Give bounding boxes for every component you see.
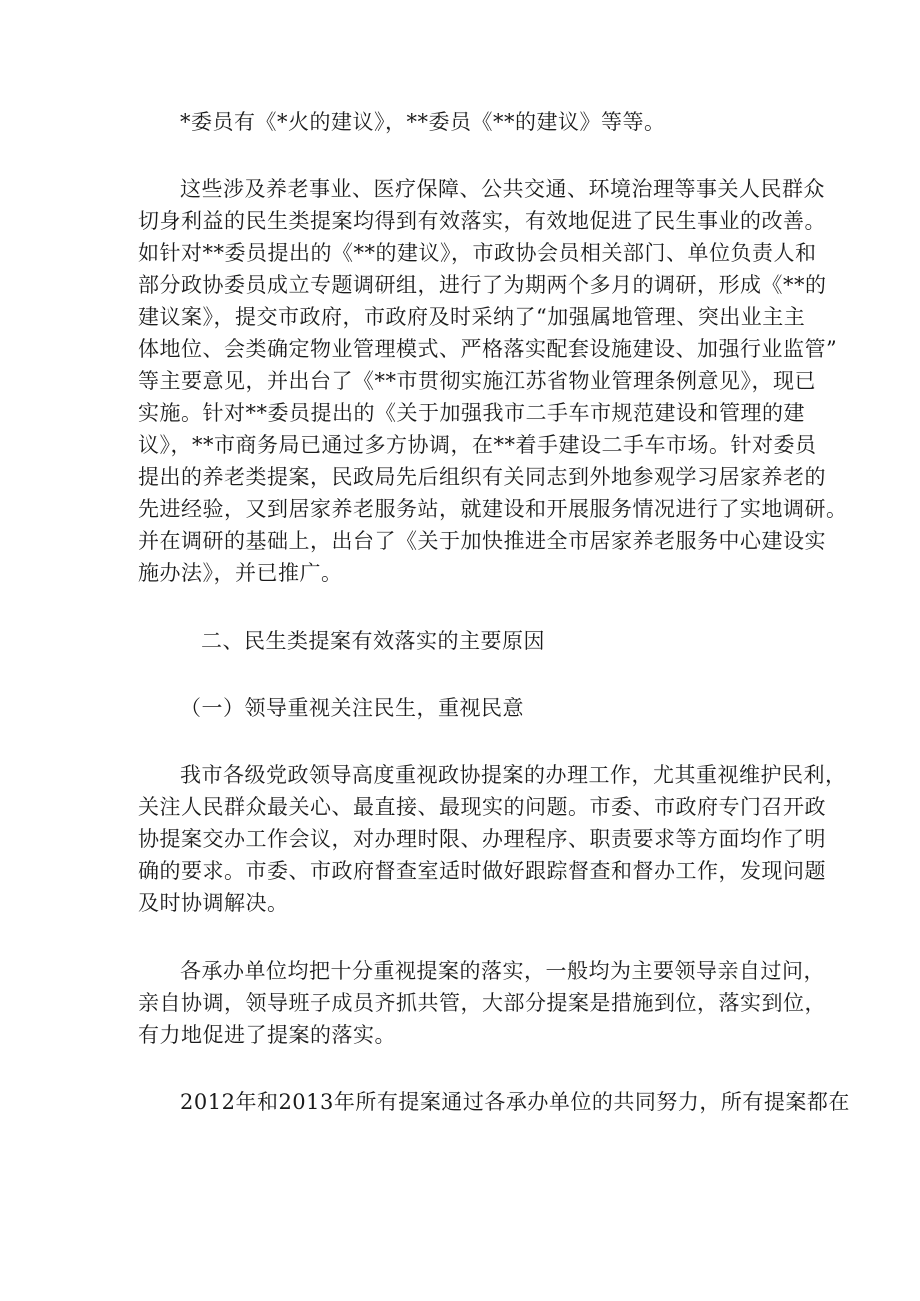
paragraph-line: 体地位、会类确定物业管理模式、严格落实配套设施建设、加强行业监管” [138,337,838,361]
paragraph-line: 这些涉及养老事业、医疗保障、公共交通、环境治理等事关人民群众 [180,177,825,201]
paragraph-line: 部分政协委员成立专题调研组，进行了为期两个多月的调研，形成《**的 [138,273,827,297]
paragraph-line: 及时协调解决。 [138,891,289,915]
paragraph-line: 实施。针对**委员提出的《关于加强我市二手车市规范建设和管理的建 [138,401,805,425]
paragraph-line: 确的要求。市委、市政府督查室适时做好跟踪督查和督办工作，发现问题 [138,859,826,883]
paragraph-line: 如针对**委员提出的《**的建议》，市政协会员相关部门、单位负责人和 [138,241,817,265]
paragraph-line: 2012年和2013年所有提案通过各承办单位的共同努力，所有提案都在 [180,1090,850,1114]
paragraph-line: 先进经验，又到居家养老服务站，就建设和开展服务情况进行了实地调研。 [138,497,848,521]
paragraph-line: 并在调研的基础上，出台了《关于加快推进全市居家养老服务中心建设实 [138,529,826,553]
paragraph-line: 等主要意见，并出台了《**市贯彻实施江苏省物业管理条例意见》，现已 [138,369,816,393]
paragraph-line: 提出的养老类提案，民政局先后组织有关同志到外地参观学习居家养老的 [138,465,826,489]
paragraph-line: 协提案交办工作会议，对办理时限、办理程序、职责要求等方面均作了明 [138,827,826,851]
paragraph-line: 切身利益的民生类提案均得到有效落实，有效地促进了民生事业的改善。 [138,209,826,233]
paragraph-line: 各承办单位均把十分重视提案的落实，一般均为主要领导亲自过问， [180,959,825,983]
paragraph-line: 有力地促进了提案的落实。 [138,1023,396,1047]
paragraph-line: 议》，**市商务局已通过多方协调，在**着手建设二手车市场。针对委员 [138,433,817,457]
section-heading: 二、民生类提案有效落实的主要原因 [201,629,545,653]
paragraph-line: 亲自协调，领导班子成员齐抓共管，大部分提案是措施到位，落实到位， [138,991,826,1015]
paragraph-line: *委员有《*火的建议》，**委员《**的建议》等等。 [180,110,666,134]
paragraph-line: 关注人民群众最关心、最直接、最现实的问题。市委、市政府专门召开政 [138,795,826,819]
paragraph-line: 建议案》，提交市政府，市政府及时采纳了“加强属地管理、突出业主主 [138,305,806,329]
subsection-heading: （一）领导重视关注民生，重视民意 [180,696,524,720]
paragraph-line: 我市各级党政领导高度重视政协提案的办理工作，尤其重视维护民利， [180,763,847,787]
paragraph-line: 施办法》，并已推广。 [138,561,343,585]
